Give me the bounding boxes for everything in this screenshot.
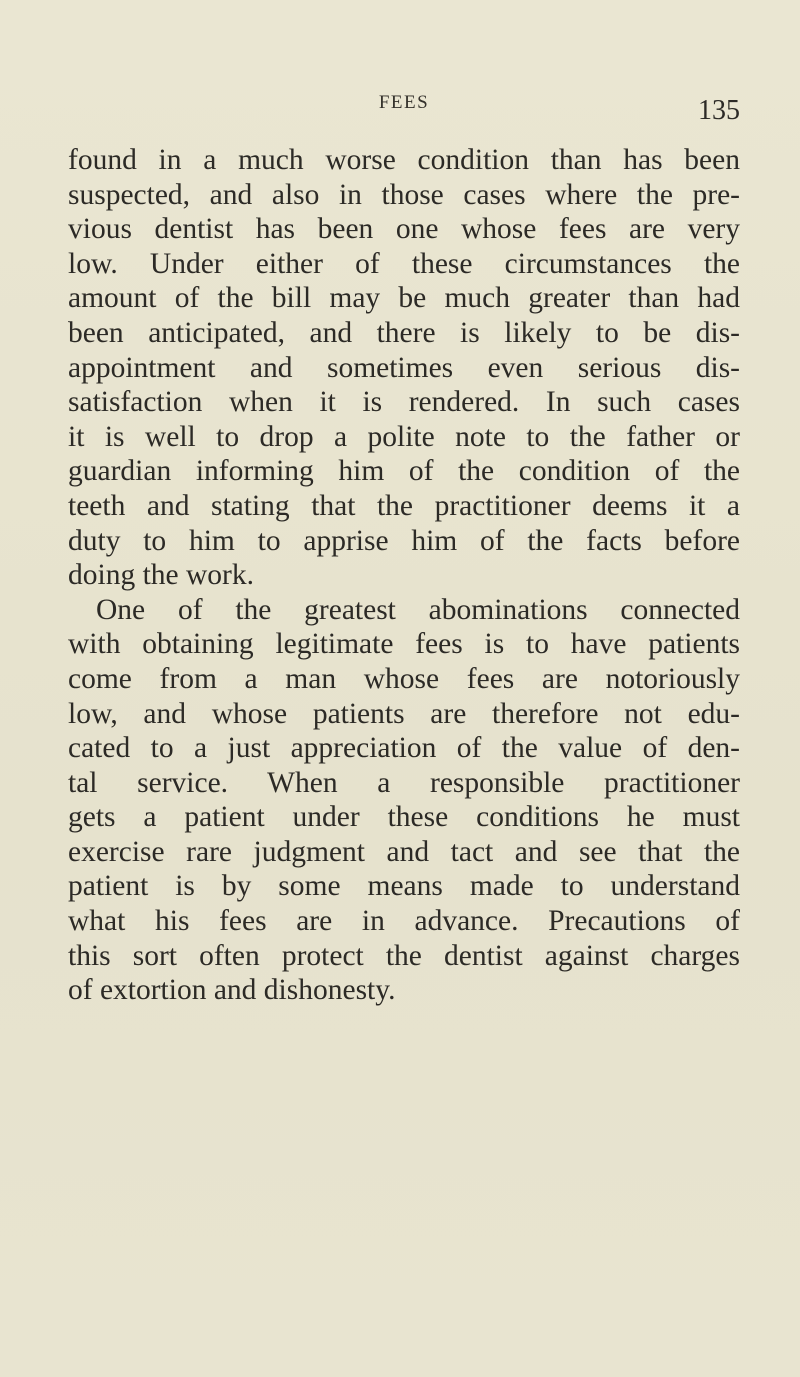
paragraph [68, 593, 740, 1008]
text-line: been anticipated, and there is likely to be dis- [68, 316, 740, 349]
text-line: tal service. When a responsible practitioner [68, 766, 740, 799]
text-line: of extortion and dishonesty. [68, 974, 396, 1007]
text-line: it is well to drop a polite note to the father or [68, 420, 740, 453]
text-line: with obtaining legitimate fees is to have patients [68, 628, 740, 661]
text-line: found in a much worse condition than has been [68, 144, 740, 176]
text-line: patient is by some means made to understand [68, 870, 740, 903]
text-line: satisfaction when it is rendered. In such cases [68, 386, 740, 419]
text-line: teeth and stating that the practitioner deems it a [68, 489, 740, 522]
page-number: 135 [698, 95, 740, 126]
text-line: amount of the bill may be much greater than had [68, 282, 740, 315]
text-line: cated to a just appreciation of the value of den- [68, 732, 740, 765]
running-title: FEES [378, 92, 430, 113]
text-line: suspected, and also in those cases where the pre- [68, 178, 740, 211]
paragraph [68, 143, 740, 593]
text-line: duty to him to apprise him of the facts before [68, 524, 740, 557]
text-line: gets a patient under these conditions he must [68, 801, 740, 834]
text-line: what his fees are in advance. Precautions of [68, 905, 740, 938]
body-text [68, 143, 740, 1008]
text-line: come from a man whose fees are notoriously [68, 662, 740, 695]
text-line: this sort often protect the dentist against charges [68, 939, 740, 972]
text-line: vious dentist has been one whose fees are very [68, 213, 740, 246]
text-line: low. Under either of these circumstances the [68, 247, 740, 280]
text-line: guardian informing him of the condition of the [68, 455, 740, 488]
running-head [68, 90, 740, 130]
text-line: exercise rare judgment and tact and see that the [68, 835, 740, 868]
text-line: appointment and sometimes even serious dis- [68, 351, 740, 384]
text-line: One of the greatest abominations connected [96, 593, 740, 626]
text-line: low, and whose patients are therefore not edu- [68, 697, 740, 730]
text-line: doing the work. [68, 559, 254, 592]
